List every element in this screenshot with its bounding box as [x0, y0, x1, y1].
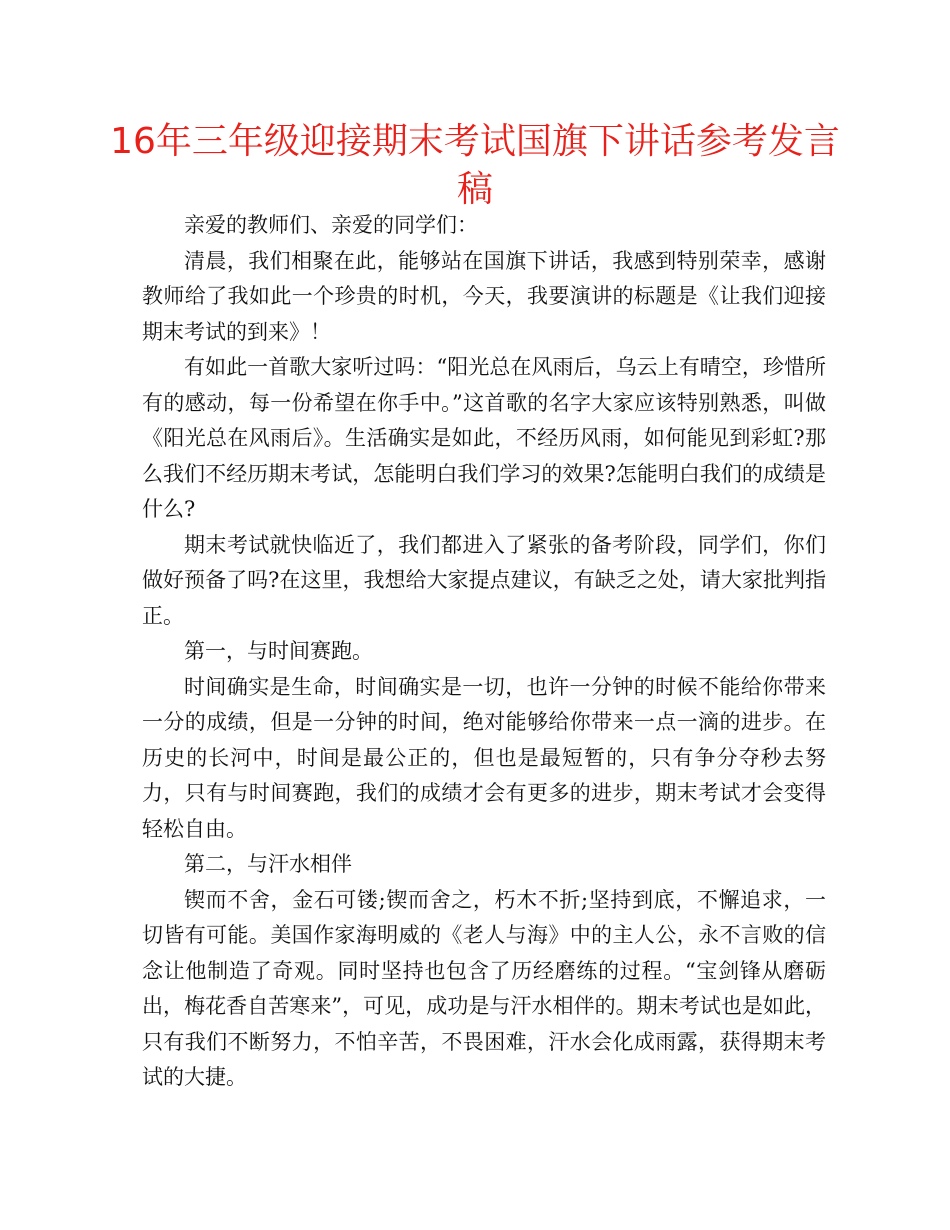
- document-body: [142, 208, 826, 1096]
- paragraph-heading-second: 第二，与汗水相伴: [184, 852, 352, 876]
- paragraph-heading-first: 第一，与时间赛跑。: [184, 639, 373, 663]
- document-title: 16年三年级迎接期末考试国旗下讲话参考发言稿: [110, 121, 840, 210]
- paragraph-preparation: 期末考试就快临近了，我们都进入了紧张的备考阶段，同学们，你们做好预备了吗?在这里，我想给大家提点建议，有缺乏之处，请大家批判指正。: [142, 532, 826, 628]
- paragraph-song: 有如此一首歌大家听过吗：“阳光总在风雨后，乌云上有晴空，珍惜所有的感动，每一份希望在你手中。”这首歌的名字大家应该特别熟悉，叫做《阳光总在风雨后》。生活确实是如此，不经历风雨，如何能见到彩虹?那么我们不经历期末考试，怎能明白我们学习的效果?怎能明白我们的成绩是什么?: [142, 355, 826, 521]
- paragraph-greeting: 亲爱的教师们、亲爱的同学们：: [184, 213, 478, 237]
- paragraph-time: 时间确实是生命，时间确实是一切，也许一分钟的时候不能给你带来一分的成绩，但是一分钟的时间，绝对能够给你带来一点一滴的进步。在历史的长河中，时间是最公正的，但也是最短暂的，只有争分夺秒去努力，只有与时间赛跑，我们的成绩才会有更多的进步，期末考试才会变得轻松自由。: [142, 674, 826, 841]
- paragraph-opening: 清晨，我们相聚在此，能够站在国旗下讲话，我感到特别荣幸，感谢教师给了我如此一个珍贵的时机，今天，我要演讲的标题是《让我们迎接期末考试的到来》！: [142, 248, 826, 344]
- paragraph-effort: 锲而不舍，金石可镂;锲而舍之，朽木不折;坚持到底，不懈追求，一切皆有可能。美国作家海明威的《老人与海》中的主人公，永不言败的信念让他制造了奇观。同时坚持也包含了历经磨练的过程。“宝剑锋从磨砺出，梅花香自苦寒来”，可见，成功是与汗水相伴的。期末考试也是如此，只有我们不断努力，不怕辛苦，不畏困难，汗水会化成雨露，获得期末考试的大捷。: [142, 887, 826, 1089]
